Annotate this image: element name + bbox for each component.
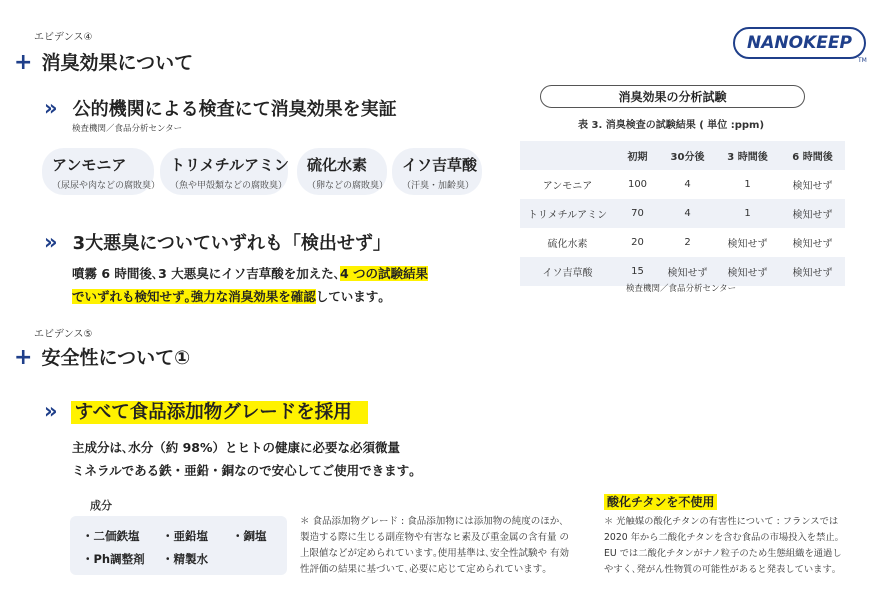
ingredients-box (70, 516, 287, 575)
chevron-icon: » (44, 96, 54, 120)
table-header-cell (520, 141, 615, 170)
footnote-line: 2020 年から二酸化チタンを含む食品の市場投入を禁止｡ (604, 532, 840, 543)
result-text-highlight: 4 つの試験結果 (339, 266, 429, 281)
table-cell: 硫化水素 (547, 239, 588, 250)
nanokeep-logo (733, 27, 866, 59)
table-cell: イソ吉草酸 (520, 257, 615, 286)
chevron-icon: » (44, 399, 54, 423)
table-cell: 70 (615, 199, 660, 228)
odor-description: （尿尿や肉などの腐敗臭） (52, 181, 161, 191)
table-row (520, 228, 845, 257)
table-cell: 1 (744, 179, 751, 190)
ingredients-label: 成分 (90, 499, 112, 512)
table-header-cell: 30分後 (660, 141, 715, 170)
table-cell: 4 (660, 199, 715, 228)
table-cell: 1 (715, 199, 780, 228)
odor-name: イソ吉草酸 (402, 156, 478, 174)
footnote-line: 製造する際に生じる副産物や有害なヒ素及び重金属の含有量 の (300, 532, 570, 543)
footnote-line: やすく､発がん性物質の可能性があると発表しています｡ (604, 564, 837, 575)
plus-icon: + (14, 50, 33, 75)
titanium-footnote (604, 514, 842, 578)
heading-not-detected (44, 229, 391, 255)
table-cell: 4 (684, 179, 691, 190)
main-ingredient-line-1: 主成分は､水分（約 98%）とヒトの健康に必要な必須微量 (72, 440, 401, 455)
ingredient-item: ・銅塩 (232, 529, 267, 543)
table-cell: 検知せず (780, 199, 845, 228)
analysis-test-title: 消臭効果の分析試験 (540, 85, 805, 108)
heading-food-grade (44, 398, 368, 424)
table-cell: 検知せず (727, 239, 768, 250)
table-cell: アンモニア (542, 181, 593, 192)
ingredient-item: ・亜鉛塩 (162, 529, 208, 543)
table-caption: 表 3. 消臭検査の試験結果 ( 単位 :ppm) (578, 120, 765, 131)
plus-icon: + (14, 345, 33, 370)
odor-pill-isovaleric-acid (392, 148, 482, 195)
footnote-line: 上限値などが定められています｡使用基準は､安全性試験や 有効 (300, 548, 570, 559)
titanium-free-heading-text: 酸化チタンを不使用 (604, 494, 717, 510)
odor-description: （卵などの腐敗臭） (307, 181, 389, 191)
table-cell: 検知せず (660, 257, 715, 286)
ingredient-item: ・二価鉄塩 (82, 529, 140, 543)
table-cell: 検知せず (792, 181, 833, 192)
result-line-2 (72, 287, 385, 305)
heading-not-detected-text: 3大悪臭についていずれも「検出せず」 (72, 233, 391, 254)
table-cell: 検知せず (780, 257, 845, 286)
odor-description: （汗臭・加齢臭） (402, 181, 475, 191)
ingredient-item: ・Ph調整剤 (82, 552, 145, 566)
deodorant-results-table (520, 141, 845, 286)
table-cell: 2 (684, 237, 691, 248)
odor-pill-ammonia (42, 148, 161, 195)
result-text-highlight: でいずれも検知せず｡強力な消臭効果を確認 (72, 289, 316, 304)
footnote-line: ＊ 食品添加物グレード : 食品添加物には添加物の純度のほか､ (300, 516, 565, 527)
table-cell: 検知せず (792, 239, 833, 250)
titanium-free-heading (604, 493, 717, 510)
result-line-1 (72, 264, 428, 282)
odor-name: 硫化水素 (307, 156, 368, 174)
food-additive-footnote (300, 514, 569, 578)
heading-public-test (44, 95, 397, 121)
table-source-note: 検査機関／食品分析センター (626, 284, 737, 294)
odor-pill-trimethylamine (160, 148, 288, 195)
section-title-deodorant: 消臭効果について (41, 52, 194, 74)
table-cell: 15 (615, 257, 660, 286)
table-header-cell: 3 時間後 (715, 141, 780, 170)
ingredient-item: ・精製水 (162, 552, 208, 566)
logo-text: NANOKEEP (733, 27, 866, 59)
table-cell: 検知せず (715, 257, 780, 286)
odor-description: （魚や甲殻類などの腐敗臭） (170, 181, 288, 191)
section-title-safety: 安全性について① (41, 347, 191, 369)
table-cell: トリメチルアミン (520, 199, 615, 228)
evidence-5-label: エビデンス⑤ (34, 329, 93, 340)
footnote-line: ＊ 光触媒の酸化チタンの有害性について : フランスでは (604, 516, 839, 527)
table-header-cell: 6 時間後 (780, 141, 845, 170)
table-cell: 100 (627, 179, 648, 190)
result-text-plain: 噴霧 6 時間後､3 大悪臭にイソ吉草酸を加えた､ (72, 266, 340, 281)
table-header-cell: 初期 (615, 141, 660, 170)
section-header-safety (14, 343, 190, 370)
footnote-line: EU では二酸化チタンがナノ粒子のため生態組織を通過し (604, 548, 842, 559)
table-row (520, 199, 845, 228)
evidence-4-label: エビデンス④ (34, 32, 93, 43)
main-ingredient-line-2: ミネラルである鉄・亜鉛・銅なので安心してご使用できます｡ (72, 463, 416, 478)
odor-name: アンモニア (52, 156, 127, 174)
result-text-plain: しています｡ (315, 289, 385, 304)
heading-food-grade-text: すべて食品添加物グレードを採用 (71, 401, 368, 424)
test-agency-note: 検査機関／食品分析センター (72, 124, 183, 134)
odor-name: トリメチルアミン (170, 156, 289, 174)
table-row (520, 170, 845, 199)
heading-public-test-text: 公的機関による検査にて消臭効果を実証 (72, 99, 397, 120)
logo-trademark: TM (858, 57, 867, 64)
table-cell: 20 (631, 237, 644, 248)
odor-pill-hydrogen-sulfide (297, 148, 387, 195)
table-header-row (520, 141, 845, 170)
chevron-icon: » (44, 230, 54, 254)
footnote-line: 性評価の結果に基づいて､必要に応じて定められています｡ (300, 564, 548, 575)
section-header-deodorant (14, 48, 193, 75)
